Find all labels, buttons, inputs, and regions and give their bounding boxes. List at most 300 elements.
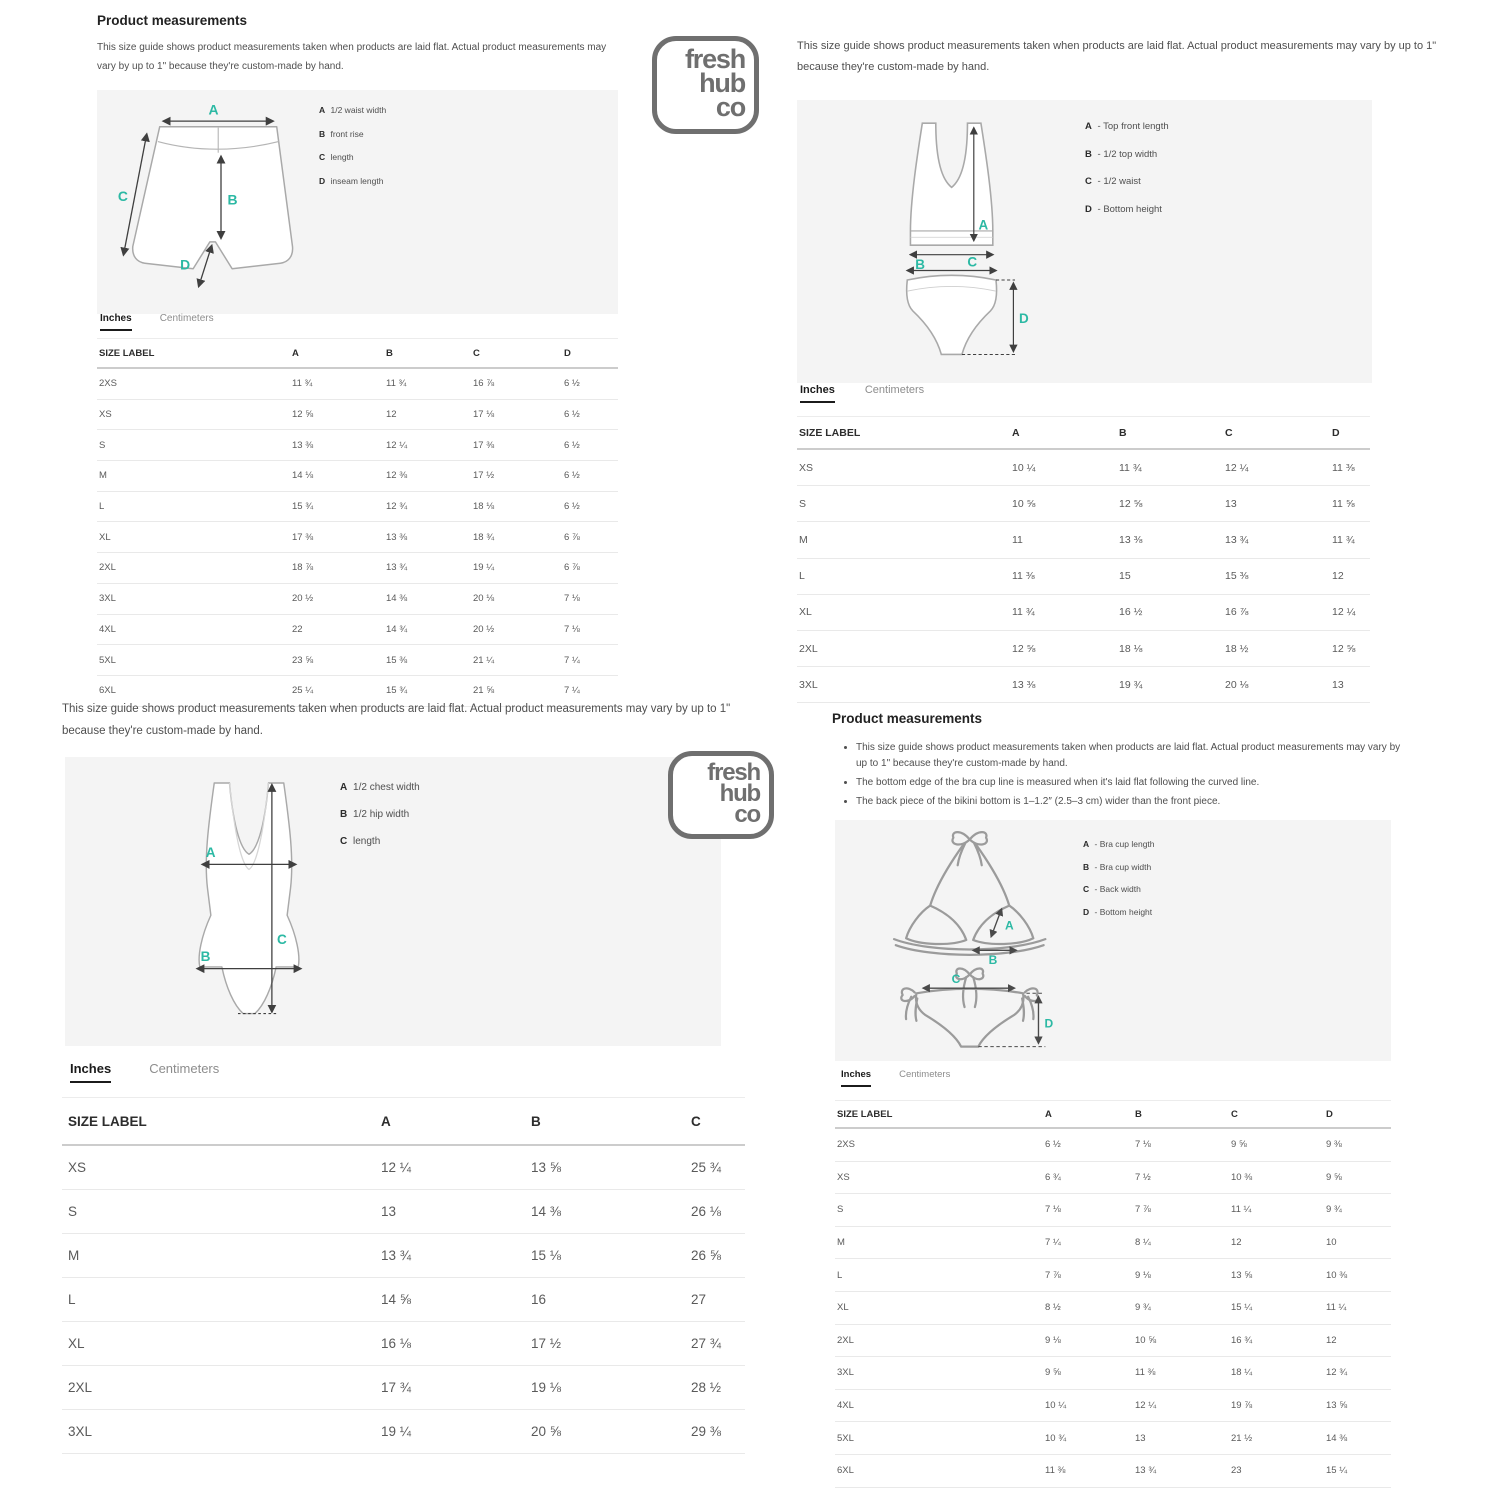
table-row [97,553,618,584]
size-label-cell: 6XL [835,1454,1043,1487]
measurement-cell: 12 [1229,1226,1324,1259]
table-row [97,583,618,614]
measurement-cell: 16 [525,1278,685,1322]
high-waist-bikini-section [790,10,1495,695]
diagram-panel [797,100,1372,383]
logo-line: hub [719,780,760,808]
measurement-cell: 21 ½ [1229,1422,1324,1455]
measurement-cell: 9 ¾ [1324,1194,1391,1227]
bullet-item: • The bottom edge of the bra cup line is measured when it's laid flat following the curved line. [856,775,1408,791]
legend-item [340,837,420,847]
size-label-cell: M [835,1226,1043,1259]
size-label-cell: XS [797,449,1010,486]
measurement-cell: 17 ½ [525,1322,685,1366]
column-header: B [384,339,471,369]
diagram-letter-d: D [180,256,191,273]
size-label-cell: 2XS [97,368,290,399]
table-row [62,1145,745,1190]
shorts-diagram [117,95,312,307]
diagram-letter-a: A [1004,918,1014,933]
measurement-cell: 11 ¾ [384,368,471,399]
measurement-cell: 7 ⅞ [1133,1194,1229,1227]
measurement-cell: 6 ¾ [1043,1161,1133,1194]
measurement-cell: 9 ¾ [1133,1291,1229,1324]
size-label-cell: 3XL [797,667,1010,703]
table-row [97,522,618,553]
size-label-cell: XL [835,1291,1043,1324]
tab-inches[interactable]: Inches [100,313,132,331]
size-label-cell: S [62,1190,375,1234]
measurement-cell: 12 ¼ [384,430,471,461]
table-row [62,1190,745,1234]
legend-text: length [350,836,381,847]
column-header: SIZE LABEL [62,1098,375,1146]
size-label-cell: S [797,486,1010,522]
table-row [835,1454,1391,1487]
measurement-cell: 12 ¼ [1330,594,1370,630]
size-label-cell: M [62,1234,375,1278]
column-header: SIZE LABEL [835,1101,1043,1129]
column-header: B [525,1098,685,1146]
measurement-cell: 9 ⅝ [1043,1357,1133,1390]
size-label-cell: 5XL [835,1422,1043,1455]
measurement-cell: 16 ⅞ [1223,594,1330,630]
legend-letter: C [319,152,326,162]
size-label-cell: L [97,491,290,522]
column-header: A [375,1098,525,1146]
measurement-cell: 11 ¾ [290,368,384,399]
diagram-letter-b: B [200,949,211,965]
size-label-cell: L [797,558,1010,594]
legend-letter: B [319,128,326,139]
legend-text: 1/2 waist width [328,105,387,115]
measurement-cell: 11 [1010,522,1117,558]
table-row [62,1410,745,1454]
table-row [835,1128,1391,1161]
diagram-letter-d: D [1018,310,1029,326]
legend-item [319,153,386,162]
unit-tabs [70,1061,257,1083]
one-piece-diagram [160,769,338,1031]
measurement-cell: 15 ¾ [384,675,471,706]
legend-letter: B [1083,861,1090,872]
measurement-cell: 12 ⅜ [384,461,471,492]
legend-text: 1/2 chest width [350,782,420,793]
measurement-cell: 13 [1330,667,1370,703]
measurement-cell: 13 ¾ [1133,1454,1229,1487]
measurement-cell: 12 ¼ [1223,449,1330,486]
logo-line: hub [699,67,745,98]
measurement-cell: 16 ⅛ [375,1322,525,1366]
measurement-cell: 19 ¾ [1117,667,1223,703]
diagram-letter-a: A [208,101,219,118]
column-header: D [1324,1101,1391,1129]
column-header: D [562,339,618,369]
table-row [835,1194,1391,1227]
high-waist-bikini-diagram [855,108,1053,376]
column-header: SIZE LABEL [797,417,1010,450]
measurement-cell: 9 ⅛ [1133,1259,1229,1292]
tab-inches[interactable]: Inches [800,384,835,403]
measurement-cell: 6 ½ [562,368,618,399]
column-header: C [1223,417,1330,450]
measurement-cell: 15 ¼ [1229,1291,1324,1324]
legend-item [1083,840,1155,849]
size-label-cell: S [97,430,290,461]
measurement-cell: 19 ⅞ [1229,1389,1324,1422]
measurement-cell: 18 ⅞ [290,553,384,584]
legend-letter: A [340,782,348,793]
string-bikini-section [790,695,1500,1500]
size-table [835,1100,1391,1488]
measurement-cell: 29 ⅜ [685,1410,745,1454]
legend-text: - Bottom height [1092,906,1153,917]
measurement-cell: 18 ½ [1223,630,1330,666]
measurement-cell: 6 ½ [562,461,618,492]
table-row [797,630,1370,666]
measurement-cell: 16 ⅞ [471,368,562,399]
measurement-cell: 14 ⅜ [1324,1422,1391,1455]
size-label-cell: 4XL [835,1389,1043,1422]
size-label-cell: 2XS [835,1128,1043,1161]
one-piece-section [0,695,790,1500]
measurement-cell: 6 ½ [562,430,618,461]
size-label-cell: XL [797,594,1010,630]
measurement-cell: 17 ⅜ [471,430,562,461]
size-label-cell: L [835,1259,1043,1292]
measurement-cell: 17 ½ [471,461,562,492]
legend-text: - Bra cup length [1092,839,1155,849]
measurement-cell: 15 [1117,558,1223,594]
measurement-cell: 18 ⅛ [1117,630,1223,666]
measurement-cell: 18 ¼ [1229,1357,1324,1390]
measurement-cell: 11 ⅜ [1043,1454,1133,1487]
freshhubco-logo [668,751,774,839]
measurement-cell: 12 [1330,558,1370,594]
measurement-cell: 9 ⅝ [1324,1161,1391,1194]
diagram-letter-b: B [227,191,238,208]
measurement-cell: 8 ¼ [1133,1226,1229,1259]
table-header-row [835,1101,1391,1129]
table-row [835,1226,1391,1259]
table-row [97,614,618,645]
measurement-cell: 21 ¼ [471,645,562,676]
measurement-cell: 14 ⅝ [375,1278,525,1322]
measurement-cell: 13 [1223,486,1330,522]
legend-letter: D [1083,906,1090,917]
measurement-cell: 14 ⅛ [290,461,384,492]
measurement-cell: 13 ⅝ [525,1145,685,1190]
column-header: C [471,339,562,369]
size-label-cell: 2XL [62,1366,375,1410]
measurement-cell: 7 ⅛ [562,583,618,614]
diagram-panel [835,820,1391,1061]
diagram-panel [97,90,618,314]
measurement-cell: 10 ⅜ [1229,1161,1324,1194]
column-header: C [1229,1101,1324,1129]
measurement-cell: 17 ⅜ [290,522,384,553]
table-row [835,1324,1391,1357]
size-label-cell: 2XL [835,1324,1043,1357]
table-row [97,645,618,676]
logo-line: fresh [684,44,745,74]
measurement-cell: 10 ¼ [1043,1389,1133,1422]
size-label-cell: XS [62,1145,375,1190]
size-guide-description: This size guide shows product measurements taken when products are laid flat. Actual product measurements may vary by up to 1" because they're custom-made by hand. [97,42,607,72]
table-row [797,594,1370,630]
measurement-cell: 18 ⅛ [471,491,562,522]
measurement-cell: 13 ⅝ [1324,1389,1391,1422]
table-row [97,399,618,430]
size-label-cell: XL [62,1322,375,1366]
legend-letter: A [1083,839,1090,849]
diagram-letter-b: B [988,953,998,968]
table-row [797,486,1370,522]
legend-letter: A [319,105,326,115]
table-row [62,1234,745,1278]
size-label-cell: XL [97,522,290,553]
measurement-cell: 11 ¼ [1229,1194,1324,1227]
measurement-cell: 13 ¾ [384,553,471,584]
legend-item [1085,177,1169,187]
measurement-cell: 20 ½ [290,583,384,614]
size-label-cell: 3XL [62,1410,375,1454]
measurement-cell: 11 ¾ [1330,522,1370,558]
diagram-letter-a: A [205,844,216,860]
legend-text: inseam length [328,175,384,186]
shorts-section [60,10,770,695]
measurement-cell: 7 ⅛ [562,614,618,645]
measurement-cell: 10 ¼ [1010,449,1117,486]
diagram-letter-c: C [951,971,961,986]
tab-centimeters[interactable]: Centimeters [149,1061,220,1076]
tab-centimeters[interactable]: Centimeters [159,313,214,324]
table-row [835,1357,1391,1390]
diagram-letter-c: C [276,932,287,948]
section-title: Product measurements [832,711,983,726]
measurement-cell: 20 ⅛ [471,583,562,614]
measurement-cell: 12 [384,399,471,430]
legend-item [340,810,420,820]
legend-letter: B [1085,148,1092,160]
measurement-cell: 27 ¾ [685,1322,745,1366]
legend-letter: D [1085,203,1092,215]
measurement-cell: 25 ¾ [685,1145,745,1190]
measurement-cell: 14 ¾ [384,614,471,645]
column-header: A [1010,417,1117,450]
measurement-cell: 11 ¼ [1324,1291,1391,1324]
size-table [797,416,1370,703]
bullet-item: • This size guide shows product measurements taken when products are laid flat. Actual product measurements may vary by up to 1" because they're custom-made by hand. [856,740,1408,772]
measurement-cell: 11 ⅜ [1133,1357,1229,1390]
legend-text: length [328,152,354,162]
measurement-cell: 9 ⅛ [1043,1324,1133,1357]
diagram-panel [65,757,721,1046]
measurement-cell: 10 ⅜ [1324,1259,1391,1292]
measurement-cell: 20 ⅛ [1223,667,1330,703]
unit-tabs [100,313,242,331]
size-label-cell: 2XL [97,553,290,584]
measurement-cell: 17 ¾ [375,1366,525,1410]
legend-text: - Top front length [1094,121,1169,132]
tab-centimeters[interactable]: Centimeters [864,384,925,396]
measurement-cell: 7 ¼ [562,675,618,706]
measurement-cell: 6 ⅞ [562,553,618,584]
column-header: A [290,339,384,369]
measurement-cell: 20 ⅝ [525,1410,685,1454]
measurement-cell: 28 ½ [685,1366,745,1410]
tab-inches[interactable]: Inches [841,1069,871,1087]
measurement-legend [319,106,386,200]
measurement-cell: 23 ⅝ [290,645,384,676]
legend-letter: C [340,836,348,847]
size-table [97,338,618,707]
legend-item [319,130,386,139]
size-label-cell: XS [97,399,290,430]
measurement-cell: 23 [1229,1454,1324,1487]
measurement-cell: 22 [290,614,384,645]
measurement-cell: 13 [1133,1422,1229,1455]
measurement-cell: 7 ¼ [1043,1226,1133,1259]
measurement-cell: 14 ⅜ [525,1190,685,1234]
column-header: B [1117,417,1223,450]
table-header-row [797,417,1370,450]
legend-letter: A [1085,121,1092,132]
measurement-cell: 7 ⅛ [1043,1194,1133,1227]
measurement-cell: 15 ⅛ [525,1234,685,1278]
tab-centimeters[interactable]: Centimeters [899,1069,951,1080]
measurement-cell: 13 ⅜ [384,522,471,553]
table-row [797,558,1370,594]
table-row [62,1322,745,1366]
measurement-cell: 15 ⅜ [384,645,471,676]
measurement-cell: 16 ¾ [1229,1324,1324,1357]
measurement-cell: 25 ¼ [290,675,384,706]
measurement-cell: 12 ⅝ [290,399,384,430]
table-header-row [62,1098,745,1146]
measurement-cell: 20 ½ [471,614,562,645]
measurement-cell: 12 ⅝ [1330,630,1370,666]
column-header: A [1043,1101,1133,1129]
legend-item [1085,122,1169,132]
measurement-cell: 26 ⅛ [685,1190,745,1234]
legend-item [1083,908,1155,917]
legend-item [1085,150,1169,160]
measurement-cell: 7 ⅛ [1133,1128,1229,1161]
size-label-cell: S [835,1194,1043,1227]
measurement-cell: 19 ⅛ [525,1366,685,1410]
measurement-cell: 9 ⅜ [1324,1128,1391,1161]
measurement-cell: 11 ¾ [1117,449,1223,486]
measurement-cell: 12 ⅝ [1117,486,1223,522]
measurement-cell: 11 ⅝ [1330,486,1370,522]
legend-text: - 1/2 waist [1094,176,1141,187]
tab-inches[interactable]: Inches [70,1061,111,1083]
table-row [97,368,618,399]
measurement-cell: 6 ½ [562,491,618,522]
measurement-cell: 11 ¾ [1010,594,1117,630]
measurement-cell: 19 ¼ [471,553,562,584]
legend-text: - Bra cup width [1092,861,1152,872]
legend-letter: D [319,175,326,186]
table-row [797,522,1370,558]
diagram-letter-c: C [967,254,978,270]
column-header: SIZE LABEL [97,339,290,369]
measurement-cell: 13 ⅝ [1229,1259,1324,1292]
size-guide-description: This size guide shows product measurements taken when products are laid flat. Actual product measurements may vary by up to 1" because they're custom-made by hand. [797,40,1437,73]
measurement-cell: 8 ½ [1043,1291,1133,1324]
measurement-cell: 7 ⅞ [1043,1259,1133,1292]
measurement-cell: 11 ⅜ [1330,449,1370,486]
table-row [97,491,618,522]
measurement-cell: 26 ⅝ [685,1234,745,1278]
measurement-cell: 12 ⅝ [1010,630,1117,666]
bullet-item: • The back piece of the bikini bottom is 1–1.2″ (2.5–3 cm) wider than the front piece. [856,794,1408,810]
measurement-cell: 6 ½ [562,399,618,430]
table-row [835,1259,1391,1292]
measurement-legend [340,783,420,864]
size-label-cell: 4XL [97,614,290,645]
legend-item [319,106,386,115]
legend-text: - 1/2 top width [1094,148,1158,160]
section-title: Product measurements [97,13,248,28]
measurement-legend [1083,840,1155,930]
unit-tabs [800,384,954,403]
size-label-cell: 5XL [97,645,290,676]
diagram-letter-b: B [915,256,925,272]
measurement-cell: 14 ⅜ [384,583,471,614]
measurement-cell: 7 ¼ [562,645,618,676]
size-guide-description: This size guide shows product measurements taken when products are laid flat. Actual product measurements may vary by up to 1" because they're custom-made by hand. [62,703,731,737]
table-row [835,1422,1391,1455]
measurement-cell: 16 ½ [1117,594,1223,630]
legend-item [1085,205,1169,215]
measurement-cell: 6 ½ [1043,1128,1133,1161]
size-label-cell: 2XL [797,630,1010,666]
measurement-cell: 27 [685,1278,745,1322]
freshhubco-logo [652,36,759,134]
measurement-cell: 12 ¼ [375,1145,525,1190]
measurement-cell: 10 [1324,1226,1391,1259]
logo-line: fresh [707,759,760,786]
legend-text: - Back width [1092,884,1141,894]
measurement-cell: 10 ¾ [1043,1422,1133,1455]
measurement-cell: 10 ⅝ [1010,486,1117,522]
legend-item [319,177,386,186]
table-row [835,1389,1391,1422]
legend-text: - Bottom height [1094,203,1162,215]
table-row [797,449,1370,486]
size-label-cell: 6XL [97,675,290,706]
measurement-cell: 15 ⅜ [1223,558,1330,594]
measurement-cell: 12 ¾ [384,491,471,522]
column-header: D [1330,417,1370,450]
measurement-cell: 13 ⅜ [1010,667,1117,703]
measurement-cell: 13 ¾ [1223,522,1330,558]
column-header: B [1133,1101,1229,1129]
measurement-cell: 9 ⅝ [1229,1128,1324,1161]
legend-text: 1/2 hip width [350,809,410,820]
measurement-cell: 21 ⅝ [471,675,562,706]
measurement-cell: 12 ¼ [1133,1389,1229,1422]
size-label-cell: L [62,1278,375,1322]
measurement-cell: 13 ⅜ [1117,522,1223,558]
table-row [97,461,618,492]
measurement-cell: 19 ¼ [375,1410,525,1454]
legend-letter: C [1083,884,1090,894]
legend-letter: C [1085,176,1092,187]
size-label-cell: M [797,522,1010,558]
